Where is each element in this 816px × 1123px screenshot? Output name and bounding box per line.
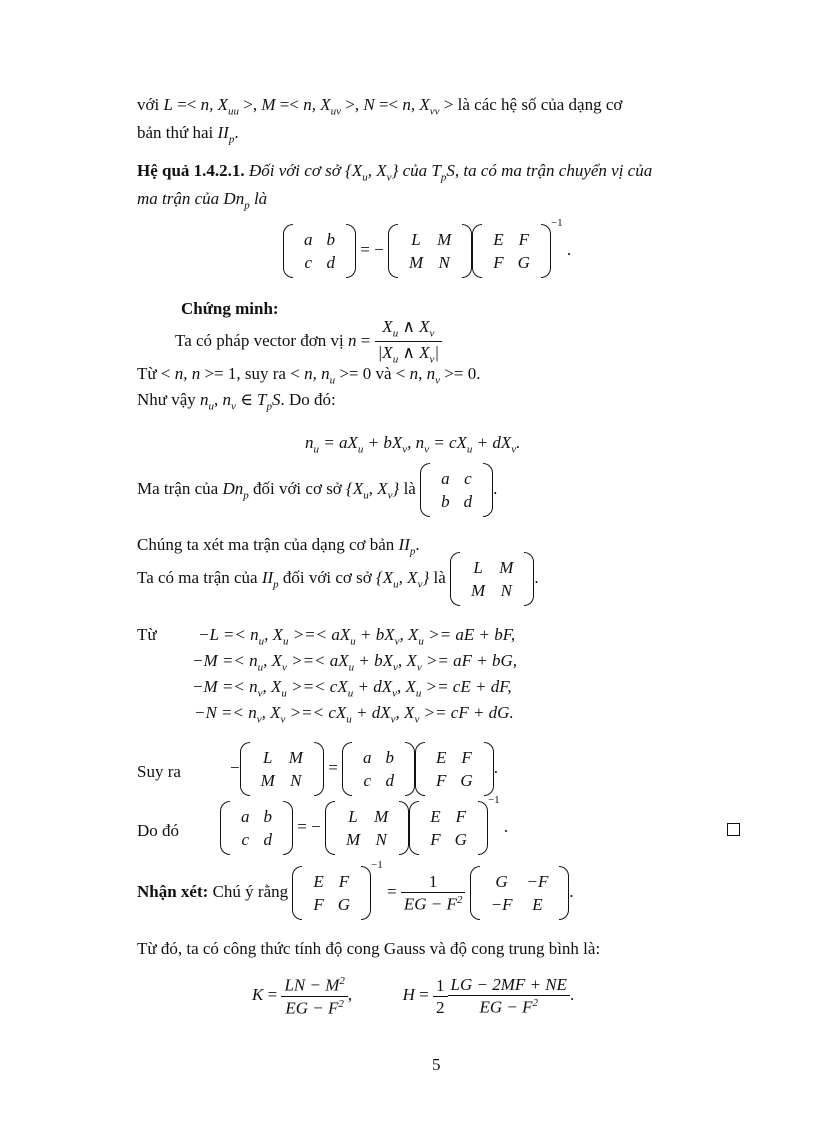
intro-line-2: bản thứ hai $II_p$.	[137, 123, 239, 146]
eq-line-4: $-N =< n_v$, $X_v$ >=< $cX_u + dX_v$, $X_v$ >= cF + dG.	[194, 703, 514, 726]
remark-title: Nhận xét:	[137, 881, 209, 901]
eq-line-1: $-L =< n_u$, $X_u$ >=< $aX_u + bX_v$, $X_u$ >= aE + bF,	[198, 625, 516, 648]
closing-line: Từ đó, ta có công thức tính độ cong Gauss và độ cong trung bình là:	[137, 939, 601, 958]
suy-ra-equation: − L M M N = a b c d E F F G .	[230, 746, 498, 792]
do-do-equation: a b c d = − L M M N E F F G $^{-1}$ .	[220, 805, 508, 851]
intro-line-1: với L =< n, $X_{uu}$ >, M =< n, $X_{uv}$ >, N =< n, $X_{vv}$ > là các hệ số của dạng cơ	[137, 95, 623, 118]
page-number: 5	[432, 1055, 441, 1074]
suy-ra-label: Suy ra	[137, 762, 181, 781]
corollary-title: Hệ quả 1.4.2.1.	[137, 161, 245, 180]
proof-line-from: Từ < n, n >= 1, suy ra < n, $n_u >= 0$ và < n, $n_v >= 0$.	[137, 364, 481, 387]
curvature-formula: K = $\frac{LN - M^2}{EG - F^2}$ , H = $\frac{1}{2}$ $\frac{LG - 2MF + NE}{EG - F^2}$ .	[252, 975, 575, 1018]
eq-line-2: $-M =< n_u$, $X_v$ >=< $aX_u + bX_v$, $X_v$ >= aF + bG,	[192, 651, 518, 674]
do-do-label: Do đó	[137, 821, 180, 840]
corollary-line-2: ma trận của $Dn_p$ là	[137, 189, 268, 212]
tu-label: Từ	[137, 625, 157, 644]
proof-title: Chứng minh:	[181, 299, 279, 318]
eq-line-3: $-M =< n_v$, $X_u$ >=< $cX_u + dX_v$, $X_u$ >= cE + dF,	[192, 677, 512, 700]
remark-line: Nhận xét: Chú ý rằng E F F G $^{-1}$ = $\frac{1}{EG - F^2}$ G −F −F E .	[137, 870, 574, 916]
matrix-dn-line: Ma trận của $Dn_p$ đối với cơ sở {$X_u$, $X_v$} là a c b d .	[137, 467, 497, 513]
proof-line-thus: Như vậy $n_u$, $n_v$ ∈ $T_pS$. Do đó:	[137, 390, 336, 413]
qed-square-icon	[727, 823, 740, 836]
corollary-equation: a b c d = − L M M N E F F G $^{-1}$ .	[283, 228, 571, 274]
derivative-equation: $n_u = aX_u + bX_v$, $n_v = cX_u + dX_v$.	[305, 433, 521, 456]
proof-normal: Ta có pháp vector đơn vị n = $\frac{X_u \wedge X_v}{|X_u \wedge X_v|}$	[175, 318, 442, 366]
matrix-ii-line: Ta có ma trận của $II_p$ đối với cơ sở {$X_u$, $X_v$} là L M M N .	[137, 556, 539, 602]
corollary-line-1: Hệ quả 1.4.2.1. Đối với cơ sở {$X_u$, $X_v$} của $T_pS$, ta có ma trận chuyển vị của	[137, 161, 653, 184]
consider-line: Chúng ta xét ma trận của dạng cơ bản $II_p$.	[137, 535, 420, 558]
